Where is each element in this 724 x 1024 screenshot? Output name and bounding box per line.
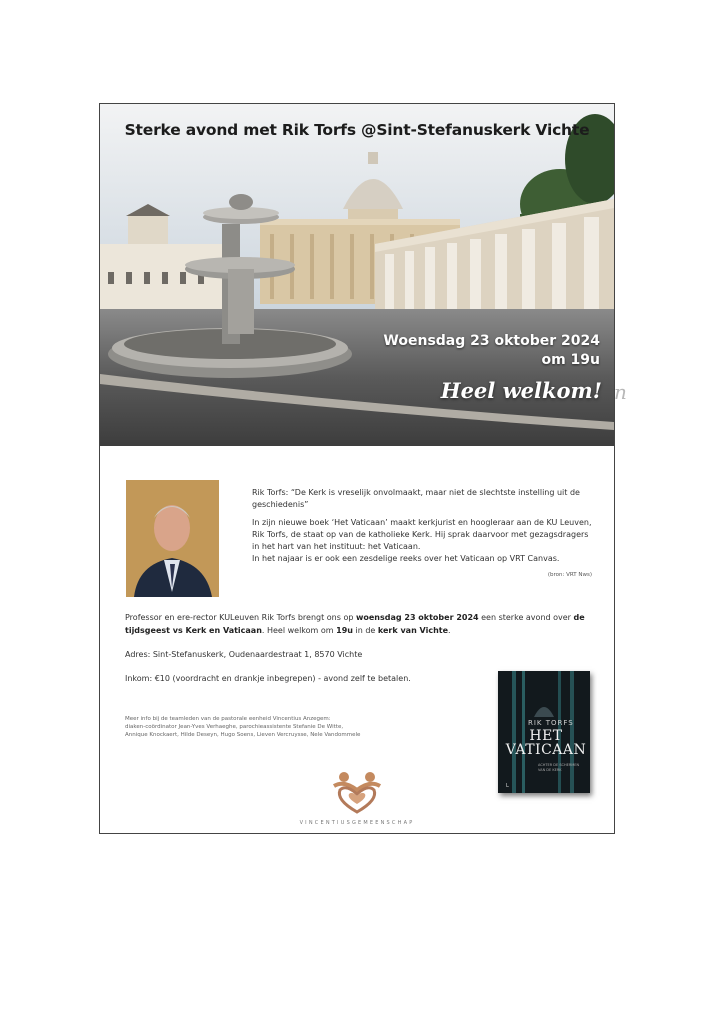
- intro-end: .: [448, 626, 451, 635]
- book-cover: [498, 671, 590, 793]
- address-line: Adres: Sint-Stefanuskerk, Oudenaardestraat 1, 8570 Vichte: [125, 650, 363, 659]
- source-credit: (bron: VRT Nws): [547, 572, 592, 578]
- team-info: [125, 715, 425, 739]
- intro-text-2: een sterke avond over: [478, 613, 574, 622]
- quote-text: Rik Torfs: “De Kerk is vreselijk onvolmaakt, maar niet de slechtste instelling uit de geschiedenis”: [252, 488, 580, 509]
- book-author: RIK TORFS: [528, 719, 574, 727]
- stray-letter: n: [614, 380, 627, 404]
- book-description-text: In zijn nieuwe boek ‘Het Vaticaan’ maakt kerkjurist en hoogleraar aan de KU Leuven, Rik Torfs, de staat op van de katholieke Kerk. Hij sprak daarvoor met gezagsdragers in het hart van het instituut: het Vaticaan.: [252, 518, 592, 551]
- hero-image: [100, 104, 614, 446]
- intro-text-3: . Heel welkom om: [261, 626, 337, 635]
- intro-date: woensdag 23 oktober 2024: [355, 613, 479, 622]
- publisher-mark: L: [506, 783, 509, 789]
- time-line: om 19u: [541, 352, 600, 368]
- book-description: [252, 517, 592, 565]
- book-title-line: VATICAAN: [505, 742, 587, 758]
- book-subtitle: ACHTER DE SCHERMEN VAN DE KERK: [538, 763, 580, 772]
- speaker-portrait: [126, 480, 219, 597]
- date-line: Woensdag 23 oktober 2024: [383, 333, 600, 349]
- event-title: Sterke avond met Rik Torfs @Sint-Stefanuskerk Vichte: [124, 121, 590, 139]
- intro-paragraph: [125, 611, 595, 637]
- team-line: diaken-coördinator Jean-Yves Verhaeghe, parochieassistente Stefanie De Witte,: [125, 724, 344, 730]
- welcome-text: Heel welkom!: [440, 378, 602, 403]
- intro-place: kerk van Vichte: [377, 626, 449, 635]
- quote-block: [252, 487, 592, 581]
- team-line: Meer info bij de teamleden van de pastorale eenheid Vincentius Anzegem:: [125, 716, 331, 722]
- intro-text-1: Professor en ere-rector KULeuven Rik Torfs brengt ons op: [125, 613, 356, 622]
- book-title-line: HET: [529, 728, 563, 744]
- intro-time: 19u: [336, 626, 353, 635]
- organization-name: VINCENTIUSGEMEENSCHAP: [299, 820, 415, 826]
- team-line: Annique Knockaert, Hilde Deseyn, Hugo Soens, Lieven Vercruysse, Nele Vandommele: [125, 732, 361, 738]
- tv-series-text: In het najaar is er ook een zesdelige reeks over het Vaticaan op VRT Canvas.: [252, 554, 560, 563]
- intro-text-4: in de: [352, 626, 378, 635]
- event-poster: [99, 103, 615, 834]
- vincentius-logo-icon: [330, 770, 384, 814]
- event-date: [383, 332, 600, 370]
- book-title: [504, 729, 588, 757]
- entry-fee-line: Inkom: €10 (voordracht en drankje inbegrepen) - avond zelf te betalen.: [125, 674, 411, 683]
- intro-topic: de tijdsgeest vs Kerk en Vaticaan: [125, 613, 585, 635]
